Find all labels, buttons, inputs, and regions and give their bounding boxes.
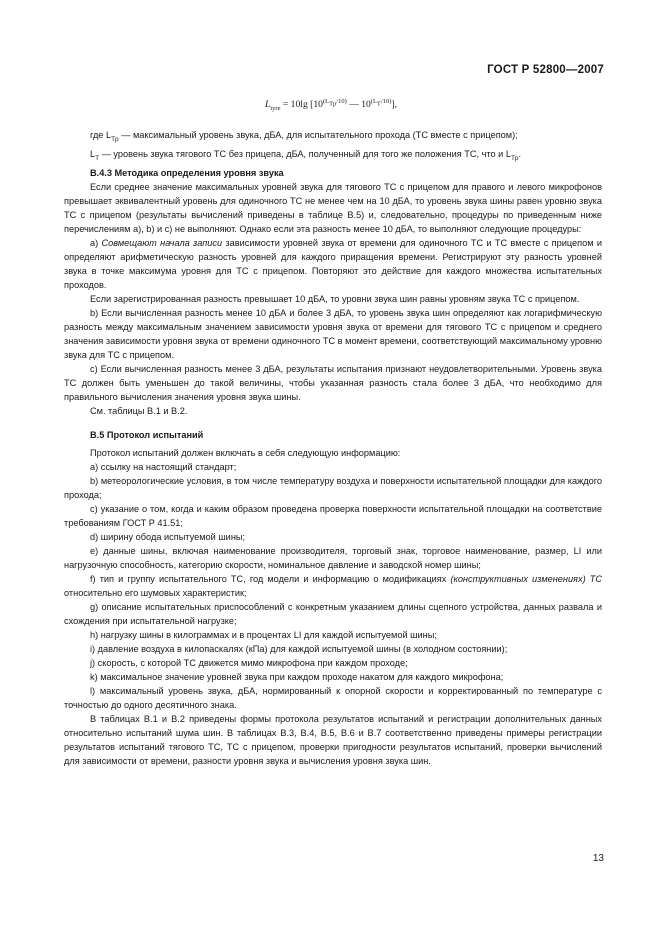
section-b5-item-h: h) нагрузку шины в килограммах и в процентах LI для каждой испытуемой шины; <box>90 629 437 640</box>
formula-exp2-sub: T <box>376 100 381 108</box>
definition-ltp-text: — максимальный уровень звука, дБА, для испытательного прохода (ТС вместе с прицепом); <box>118 130 518 140</box>
page-number: 13 <box>592 853 604 864</box>
definition-ltp-prefix: где L <box>90 130 112 140</box>
definition-ltp-subscript: Tp <box>111 135 119 143</box>
item-f-pre: f) тип и группу испытательного ТС, год модели и информацию о модификациях <box>90 573 451 584</box>
section-b5-item-d: d) ширину обода испытуемой шины; <box>90 531 246 542</box>
section-b5-closing: В таблицах В.1 и В.2 приведены формы протокола результатов испытаний и регистрации дополнительных данных относительно испытаний шума шин. В таблицах В.3, В.4, В.5, В.6 и В.7 соответственно приведены примеры регистрации результатов испытаний тягового ТС, ТС с прицепом, проверки пригодности результатов испытаний, проверки вычислений для зависимости от времени, разности уровня звука и вычисления уровня звука шин. <box>64 713 602 766</box>
section-b5-item-l: l) максимальный уровень звука, дБА, нормированный к опорной скорости и корректированный по температуре с точностью до одного десятичного знака. <box>64 685 602 710</box>
definition-lt-prefix: L <box>90 148 96 159</box>
section-b5-item-g: g) описание испытательных приспособлений с конкретным указанием длины сцепного устройства, данных развала и схождения при испытательной нагрузке; <box>64 601 602 626</box>
definition-lt <box>64 147 602 166</box>
section-b43-heading: В.4.3 Методика определения уровня звука <box>90 167 284 178</box>
item-f-italic: (конструктивных изменениях) ТС <box>450 573 602 584</box>
document-header: ГОСТ Р 52800—2007 <box>487 64 604 76</box>
formula-exp2: (L <box>370 98 377 105</box>
section-b43-after-a: Если зарегистрированная разность превышает 10 дБА, то уровни звука шин равны уровням звука ТС с прицепом. <box>90 293 580 304</box>
section-b43-item-a <box>64 236 602 292</box>
definition-ltp <box>64 128 602 147</box>
sound-level-formula <box>0 98 662 112</box>
formula-lhs: L <box>265 99 271 111</box>
formula-mid: — 10 <box>346 99 371 111</box>
definition-lt-text: — уровень звука тягового ТС без прицепа, дБА, полученный для того же положения ТС, что и L <box>99 148 511 159</box>
formula-lhs-subscript: tyre <box>270 105 281 113</box>
section-b5-item-a: а) ссылку на настоящий стандарт; <box>90 461 237 472</box>
section-b5-intro: Протокол испытаний должен включать в себя следующую информацию: <box>90 447 401 458</box>
formula-exp1: (L <box>322 98 330 105</box>
section-b43-item-c: c) Если вычисленная разность менее 3 дБА, результаты испытания признают неудовлетворительными. Уровень звука ТС должен быть уменьшен до такой величины, чтобы указанная разность стала более 3 дБА, что необходимо для правильного вычисления значения уровня звука шины. <box>64 363 602 402</box>
item-a-label: a) <box>90 237 102 248</box>
item-a-italic: Совмещают начала записи <box>101 237 223 248</box>
section-b5-heading: В.5 Протокол испытаний <box>90 429 204 440</box>
formula-exp1-end: /10) <box>336 98 347 105</box>
definition-lt-subscript: T <box>95 154 100 162</box>
definition-lt-subscript-2: Tp <box>510 154 519 162</box>
formula-exp2-end: /10) <box>380 98 392 105</box>
formula-exp1-sub: Tp <box>329 100 337 108</box>
section-b5-item-b: b) метеорологические условия, в том числе температуру воздуха и поверхности испытательной площадки для каждого прохода; <box>64 475 602 500</box>
item-f-post: относительно его шумовых характеристик; <box>64 587 247 598</box>
section-b5-item-j: j) скорость, с которой ТС движется мимо микрофона при каждом проходе; <box>90 657 408 668</box>
section-b5-item-e: е) данные шины, включая наименование производителя, торговый знак, торговое наименование, размер, LI или нагрузочную способность, категорию скорости, номинальное давление и заводской номер шины; <box>64 545 602 570</box>
section-b5-item-k: k) максимальное значение уровней звука при каждом проходе накатом для каждого микрофона; <box>90 671 504 682</box>
formula-end: ], <box>391 99 397 111</box>
section-b43-item-b: b) Если вычисленная разность менее 10 дБА и более 3 дБА, то уровень звука шин определяют как логарифмическую разность между максимальным значением зависимости уровня звука от времени для тягового ТС с прицепом и среднего значения зависимости уровня звука от времени одиночного ТС в момент времени, соответствующий максимальному уровню звука для ТС с прицепом. <box>64 307 602 360</box>
section-b43-paragraph-1: Если среднее значение максимальных уровней звука для тягового ТС с прицепом для правого и левого микрофонов превышает эквивалентный уровень для одиночного ТС не менее чем на 10 дБА, то уровень звука шины равен уровню звука ТС с прицепом (результаты вычислений приведены в таблице В.5) и, следовательно, процедуры по приведенным ниже перечислениям а), b) и с) не выполняют. Однако если эта разность менее 10 дБА, то выполняют следующие процедуры: <box>64 181 602 234</box>
section-b5-item-f <box>64 572 602 600</box>
item-a-text: зависимости уровней звука от времени для одиночного ТС и ТС вместе с прицепом и определяют арифметическую разность уровней для каждого приращения времени. Регистрируют эту разность уровней звука в точке максимума уровня для ТС с прицепом. Повторяют это действие для каждого множества испытательных проходов. <box>64 237 602 290</box>
formula-rhs: = 10lg [10 <box>282 99 323 111</box>
section-b5-item-i: i) давление воздуха в килопаскалях (кПа) для каждой испытуемой шины (в холодном состоянии); <box>90 643 508 654</box>
section-b43-see-tables: См. таблицы В.1 и В.2. <box>90 405 188 416</box>
definition-lt-end: . <box>518 148 522 159</box>
section-b5-item-c: с) указание о том, когда и каким образом проведена проверка поверхности испытательной площадки на соответствие требованиям ГОСТ Р 41.51; <box>64 503 602 528</box>
document-body <box>64 128 602 768</box>
